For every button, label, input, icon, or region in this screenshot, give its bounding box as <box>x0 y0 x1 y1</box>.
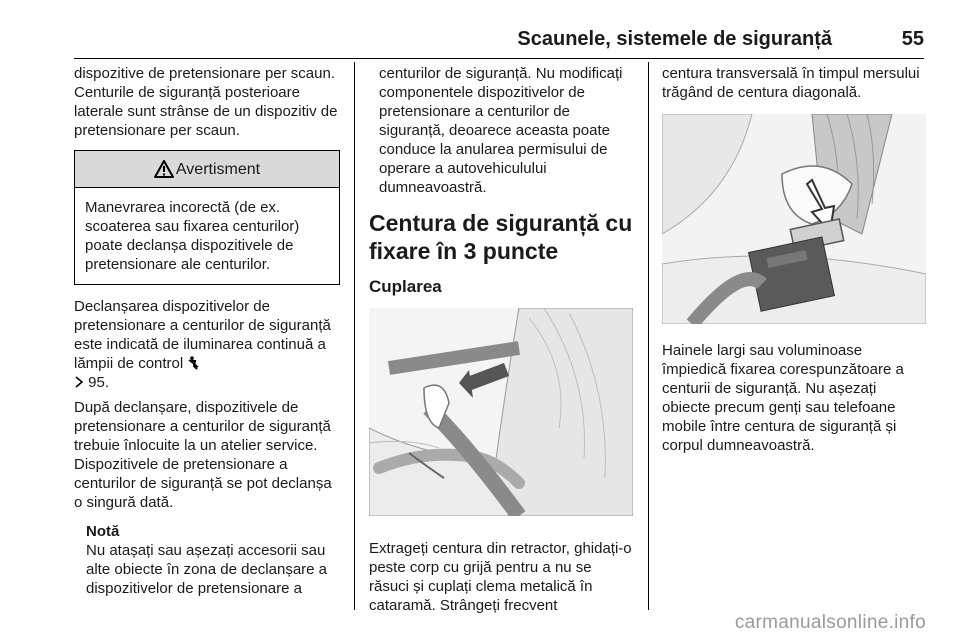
page-header <box>74 28 924 52</box>
page-reference-arrow-icon <box>74 376 84 388</box>
paragraph: centura transversală în timpul mersului trăgând de centura diagonală. <box>662 65 920 101</box>
paragraph-text: Declanșarea dispozitivelor de pretensionare a centurilor de siguranță este indicată de iluminarea continuă a lămpii de control <box>74 298 331 372</box>
note-block <box>74 522 342 598</box>
note-title: Notă <box>86 523 120 540</box>
paragraph: centurilor de siguranță. Nu modificați componentele dispozitivelor de pretensionare a centurilor de siguranță, deoarece aceasta poate conduce la anularea permisului de operare a autovehiculului dumneavoastră. <box>379 65 623 196</box>
paragraph: Hainele largi sau voluminoase împiedică fixarea corespunzătoare a centurii de siguranță. Nu așezați obiecte precum genți sau telefoane mobile între centura de siguranță și corpul dumneavoastră. <box>662 342 904 454</box>
warning-header <box>75 151 339 188</box>
paragraph <box>74 297 342 392</box>
page-number: 55 <box>901 28 924 50</box>
seatbelt-buckling-illustration <box>369 308 633 516</box>
warning-box <box>74 150 340 285</box>
warning-text: Manevrarea incorectă (de ex. scoaterea sau fixarea centurilor) poate declanșa dispozitivele de pretensionare ale centurilor. <box>85 199 300 273</box>
section-title: Scaunele, sistemele de siguranță <box>517 28 832 50</box>
section-heading: Centura de siguranță cu fixare în 3 puncte <box>369 210 633 264</box>
seatbelt-pretensioner-lamp-icon <box>187 356 200 370</box>
column-divider-1 <box>354 62 355 610</box>
column-1 <box>74 64 342 598</box>
belt-tightening-illustration <box>662 114 926 324</box>
paragraph: După declanșare, dispozitivele de pretensionare a centurilor de siguranță trebuie înlocuite la un atelier service. Dispozitivele de pretensionare a centurilor de siguranță se pot declanșa o singură dată. <box>74 399 332 511</box>
warning-triangle-icon <box>154 160 174 178</box>
watermark: carmanualsonline.info <box>734 612 926 633</box>
note-text: Nu atașați sau așezați accesorii sau alte obiecte în zona de declanșare a dispozitivelor de pretensionare a <box>86 542 328 597</box>
column-3 <box>662 64 926 455</box>
header-rule <box>74 58 924 59</box>
paragraph: dispozitive de pretensionare per scaun. Centurile de siguranță posterioare laterale sunt strânse de un dispozitiv de pretensionare per scaun. <box>74 65 338 139</box>
warning-title: Avertisment <box>175 160 261 178</box>
column-2 <box>369 64 633 615</box>
subsection-heading: Cuplarea <box>369 277 442 296</box>
column-divider-2 <box>648 62 649 610</box>
page-reference: 95. <box>88 374 110 391</box>
paragraph: Extrageți centura din retractor, ghidați-o peste corp cu grijă pentru a nu se răsuci și cuplați clema metalică în cataramă. Strângeți frecvent <box>369 540 632 614</box>
